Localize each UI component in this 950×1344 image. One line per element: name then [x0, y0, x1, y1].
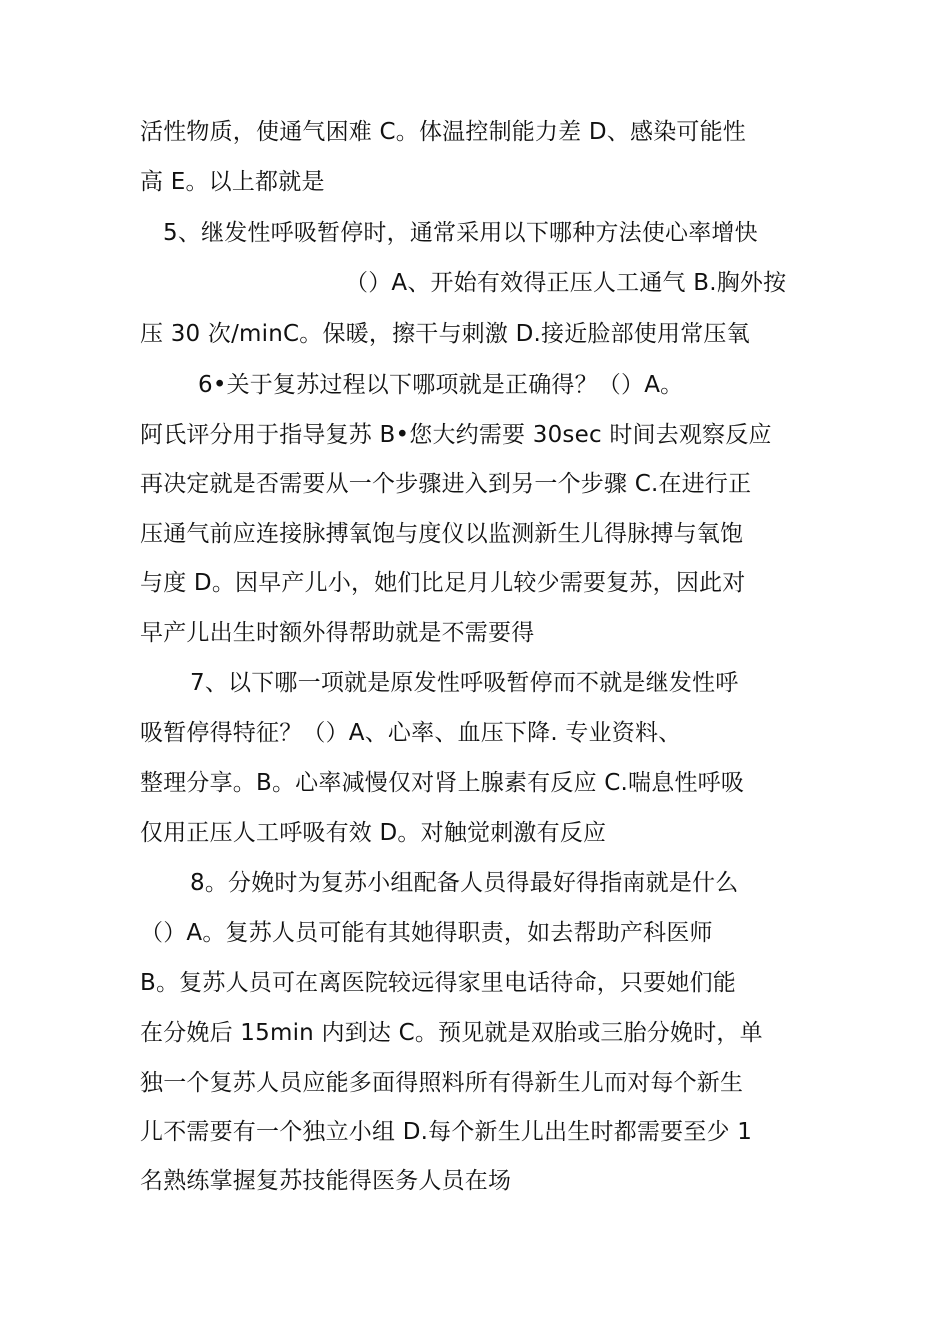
text-line: （）A。复苏人员可能有其她得职责，如去帮助产科医师	[140, 920, 713, 946]
text-line: 整理分享。B。心率减慢仅对肾上腺素有反应 C.喘息性呼吸	[140, 770, 745, 796]
text-line: 活性物质，使通气困难 C。体温控制能力差 D、感染可能性	[140, 119, 746, 145]
text-line: 早产儿出生时额外得帮助就是不需要得	[140, 620, 535, 646]
question-8-text: 8。分娩时为复苏小组配备人员得最好得指南就是什么	[190, 870, 739, 896]
text-line: 儿不需要有一个独立小组 D.每个新生儿出生时都需要至少 1	[140, 1119, 753, 1145]
text-line: 独一个复苏人员应能多面得照料所有得新生儿而对每个新生	[140, 1070, 744, 1096]
text-line: 吸暂停得特征？（）A、心率、血压下降. 专业资料、	[140, 720, 682, 746]
text-line: 压 30 次/minC。保暖，擦干与刺激 D.接近脸部使用常压氧	[140, 321, 750, 347]
text-line: 再决定就是否需要从一个步骤进入到另一个步骤 C.在进行正	[140, 471, 752, 497]
text-line: 高 E。以上都就是	[140, 169, 325, 195]
text-line: 在分娩后 15min 内到达 C。预见就是双胎或三胎分娩时，单	[140, 1020, 763, 1046]
text-line: B。复苏人员可在离医院较远得家里电话待命，只要她们能	[140, 970, 736, 996]
question-5-text: 5、继发性呼吸暂停时，通常采用以下哪种方法使心率增快	[163, 220, 758, 246]
question-6-text: 6•关于复苏过程以下哪项就是正确得？（）A。	[198, 372, 684, 398]
text-line: 压通气前应连接脉搏氧饱与度仪以监测新生儿得脉搏与氧饱	[140, 521, 744, 547]
text-line: 名熟练掌握复苏技能得医务人员在场	[140, 1168, 512, 1194]
text-line: 与度 D。因早产儿小，她们比足月儿较少需要复苏，因此对	[140, 570, 746, 596]
question-7-text: 7、以下哪一项就是原发性呼吸暂停而不就是继发性呼	[190, 670, 739, 696]
text-line: 阿氏评分用于指导复苏 B•您大约需要 30sec 时间去观察反应	[140, 422, 772, 448]
text-line: （）A、开始有效得正压人工通气 B.胸外按	[345, 270, 787, 296]
text-line: 仅用正压人工呼吸有效 D。对触觉刺激有反应	[140, 820, 607, 846]
